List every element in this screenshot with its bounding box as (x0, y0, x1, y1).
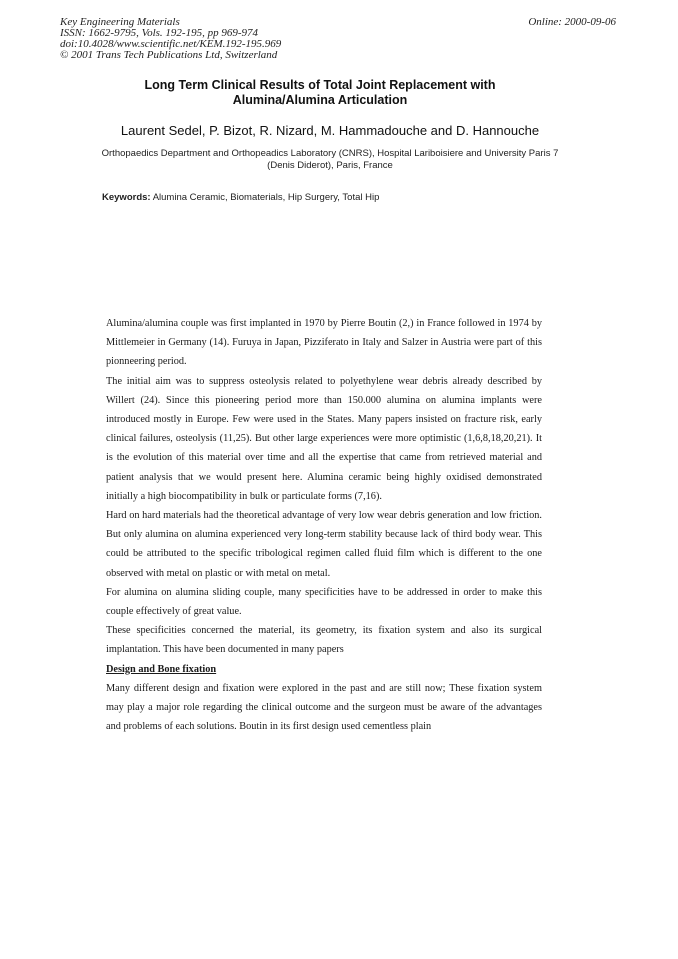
section-heading: Design and Bone fixation (106, 663, 217, 675)
journal-name: Key Engineering Materials (60, 16, 180, 28)
journal-issn: ISSN: 1662-9795, Vols. 192-195, pp 969-974 (60, 27, 258, 39)
online-date: Online: 2000-09-06 (528, 16, 616, 28)
journal-doi[interactable]: doi:10.4028/www.scientific.net/KEM.192-195.969 (60, 38, 282, 50)
paper-authors: Laurent Sedel, P. Bizot, R. Nizard, M. Hammadouche and D. Hannouche (120, 123, 540, 138)
body-paragraph: Hard on hard materials had the theoretical advantage of very low wear debris generation and low friction. But only alumina on alumina experienced very long-term stability because lack of third body wear. This could be attributed to the specific tribological regimen called fluid film which is different to the one observed with metal on plastic or with metal on metal. (106, 510, 542, 579)
body-paragraph: The initial aim was to suppress osteolysis related to polyethylene wear debris already described by Willert (24). Since this pioneering period more than 150.000 alumina on alumina implants were introduced mostly in Europe. Few were used in the States. Many papers insisted on fracture risk, early clinical failures, osteolysis (11,25). But other large experiences were more optimistic (1,6,8,18,20,21). It is the evolution of this material over time and all the expertise that came from retrieved material and patient analysis that we would present here. Alumina ceramic being highly oxidised demonstrated initially a high biocompatibility in bulk or particulate forms (7,16). (106, 375, 542, 502)
body-paragraph: For alumina on alumina sliding couple, many specificities have to be addressed in order to make this couple effectively of great value. (106, 586, 542, 618)
journal-header (60, 17, 281, 61)
keywords-label: Keywords: (102, 192, 151, 203)
section-paragraph: Many different design and fixation were explored in the past and are still now; These fixation system may play a major role regarding the clinical outcome and the surgeon must be aware of the advantages and problems of each solutions. Boutin in its first design used cementless plain (106, 682, 542, 733)
keywords-line (102, 192, 379, 204)
keywords-text: Alumina Ceramic, Biomaterials, Hip Surgery, Total Hip (152, 192, 380, 203)
paper-affiliation: Orthopaedics Department and Orthopeadics Laboratory (CNRS), Hospital Lariboisiere and University Paris 7 (Denis Diderot), Paris, France (101, 148, 559, 171)
body-paragraph: Alumina/alumina couple was first implanted in 1970 by Pierre Boutin (2,) in France followed in 1974 by Mittlemeier in Germany (14). Furuya in Japan, Pizziferato in Italy and Salzer in Austria were part of this pionneering period. (106, 318, 542, 368)
body-text (106, 314, 542, 736)
body-paragraph: These specificities concerned the material, its geometry, its fixation system and also its surgical implantation. This have been documented in many papers (106, 625, 542, 656)
journal-copyright: © 2001 Trans Tech Publications Ltd, Switzerland (60, 49, 278, 61)
paper-title: Long Term Clinical Results of Total Joint Replacement with Alumina/Alumina Articulation (144, 78, 496, 107)
